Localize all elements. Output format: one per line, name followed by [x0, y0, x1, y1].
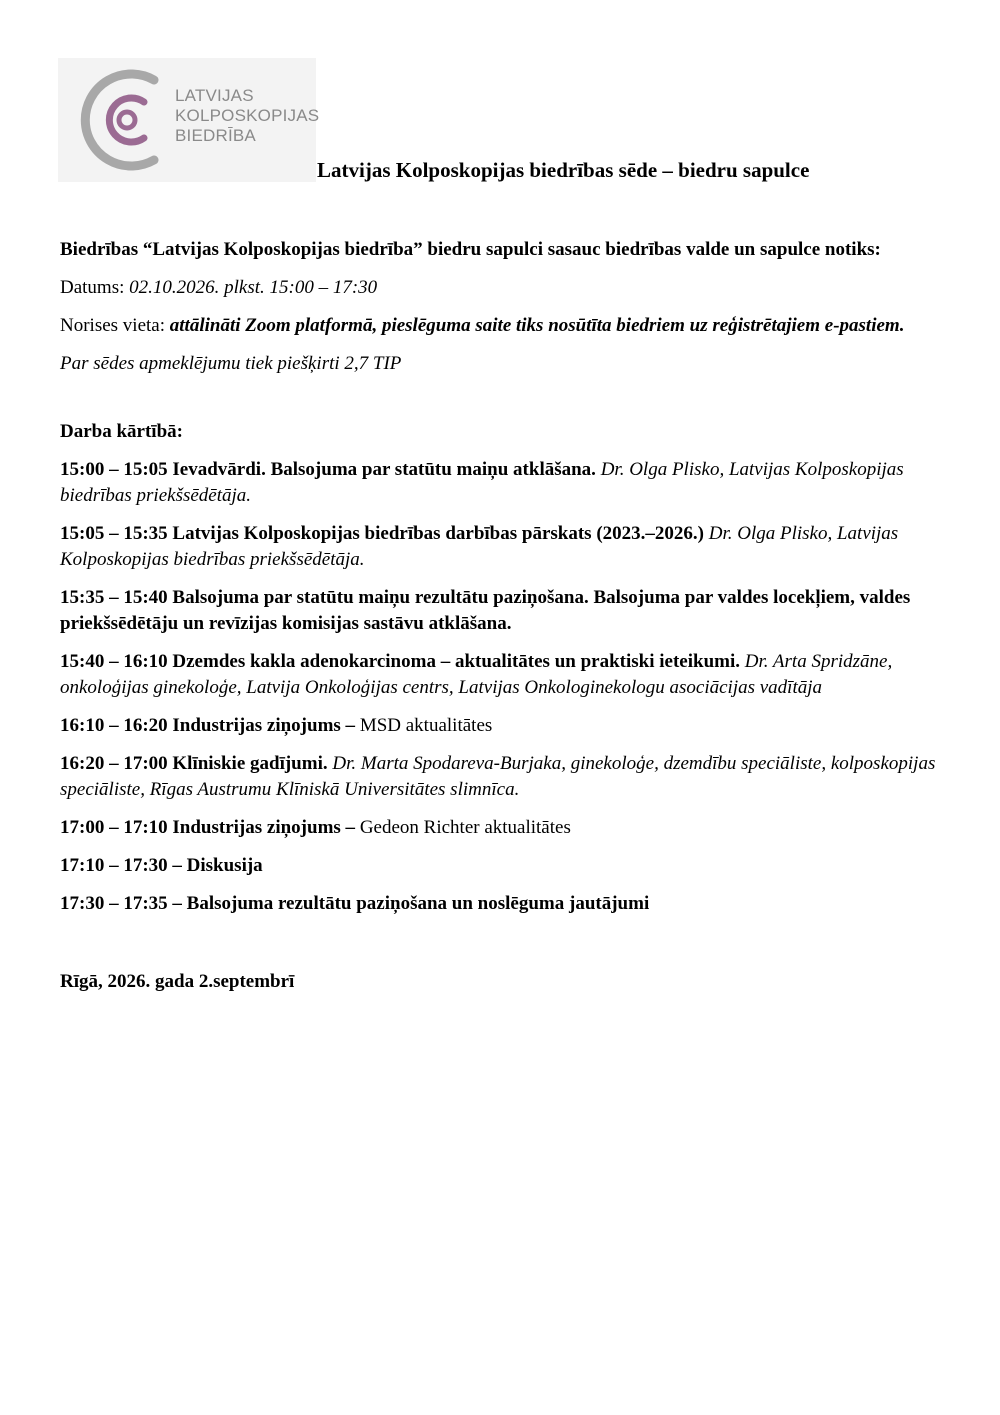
- agenda-item: [60, 713, 940, 739]
- meeting-venue: [60, 313, 940, 339]
- agenda-item-title: 15:05 – 15:35 Latvijas Kolposkopijas biedrības darbības pārskats (2023.–2026.): [60, 523, 704, 544]
- agenda-item: [60, 457, 940, 509]
- organization-logo: [58, 58, 320, 182]
- agenda-item-text: MSD aktualitātes: [359, 715, 493, 736]
- agenda-item-title: 16:20 – 17:00 Klīniskie gadījumi.: [60, 753, 328, 774]
- agenda-heading: Darba kārtībā:: [60, 421, 183, 442]
- logo-line: BIEDRĪBA: [175, 126, 256, 145]
- agenda-item: [60, 815, 940, 841]
- agenda-item-title: 15:00 – 15:05 Ievadvārdi. Balsojuma par statūtu maiņu atklāšana.: [60, 459, 596, 480]
- agenda-item: [60, 521, 940, 573]
- logo-line: KOLPOSKOPIJAS: [175, 106, 320, 125]
- agenda-item: [60, 585, 940, 637]
- place-and-date: Rīgā, 2026. gada 2.septembrī: [60, 971, 295, 992]
- venue-label: Norises vieta:: [60, 315, 170, 336]
- agenda-item-text: Gedeon Richter aktualitātes: [359, 817, 571, 838]
- agenda-item: [60, 649, 940, 701]
- agenda-item-title: 17:30 – 17:35 – Balsojuma rezultātu paziņošana un noslēguma jautājumi: [60, 893, 650, 914]
- agenda-item-title: 17:10 – 17:30 – Diskusija: [60, 855, 263, 876]
- agenda-item-speaker: Dr. Marta Spodareva-Burjaka, ginekoloģe, dzemdību speciāliste, kolposkopijas speciāliste, Rīgas Austrumu Klīniskā Universitātes slimnīca.: [60, 753, 936, 800]
- logo-line: LATVIJAS: [175, 86, 254, 105]
- credit-note: Par sēdes apmeklējumu tiek piešķirti 2,7 TIP: [60, 353, 402, 374]
- logo-mark-icon: [76, 68, 166, 172]
- meeting-date: [60, 275, 940, 301]
- agenda-item-speaker: Dr. Olga Plisko, Latvijas Kolposkopijas biedrības priekšsēdētāja.: [60, 523, 899, 570]
- document-title: Latvijas Kolposkopijas biedrības sēde – biedru sapulce: [317, 158, 810, 182]
- intro-paragraph: Biedrības “Latvijas Kolposkopijas biedrība” biedru sapulci sasauc biedrības valde un sapulce notiks:: [60, 239, 881, 260]
- agenda-item: [60, 891, 940, 917]
- logo-wordmark: [175, 86, 319, 146]
- document-body: [60, 237, 940, 995]
- agenda-item-speaker: Dr. Olga Plisko, Latvijas Kolposkopijas biedrības priekšsēdētāja.: [60, 459, 904, 506]
- agenda-list: [60, 457, 940, 917]
- agenda-item-title: 16:10 – 16:20 Industrijas ziņojums –: [60, 715, 360, 736]
- agenda-item: [60, 853, 940, 879]
- date-value: 02.10.2026. plkst. 15:00 – 17:30: [129, 277, 378, 298]
- agenda-item-speaker: Dr. Arta Spridzāne, onkoloģijas ginekoloģe, Latvija Onkoloģijas centrs, Latvijas Onkologinekologu asociācijas vadītāja: [60, 651, 893, 698]
- agenda-item-title: 15:35 – 15:40 Balsojuma par statūtu maiņu rezultātu paziņošana. Balsojuma par valdes locekļiem, valdes priekšsēdētāju un revīzijas komisijas sastāvu atklāšana.: [60, 587, 911, 634]
- date-label: Datums:: [60, 277, 130, 298]
- agenda-item-title: 17:00 – 17:10 Industrijas ziņojums –: [60, 817, 360, 838]
- venue-value: attālināti Zoom platformā, pieslēguma saite tiks nosūtīta biedriem uz reģistrētajiem e-pastiem.: [169, 315, 905, 336]
- agenda-item-title: 15:40 – 16:10 Dzemdes kakla adenokarcinoma – aktualitātes un praktiski ieteikumi.: [60, 651, 740, 672]
- agenda-item: [60, 751, 940, 803]
